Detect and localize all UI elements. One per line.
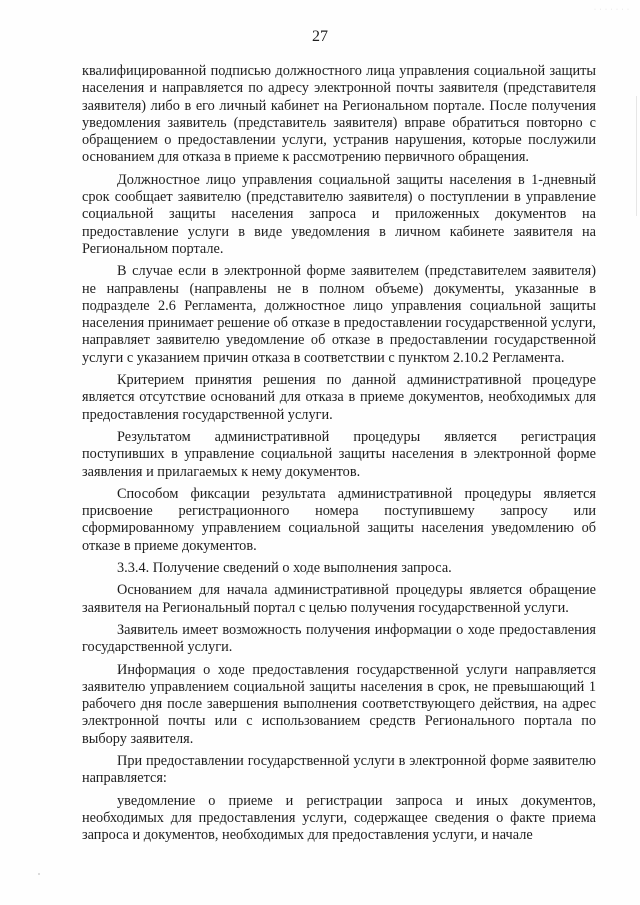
paragraph: При предоставлении государственной услуги в электронной форме заявителю направляется: [82,752,596,787]
paragraph: Критерием принятия решения по данной административной процедуре является отсутствие оснований для отказа в приеме документов, необходимых для предоставления государственной услуги. [82,372,596,423]
paragraph: Способом фиксации результата административной процедуры является присвоение регистрационного номера поступившему запросу или сформированному управлением социальной защиты населения уведомлению об отказе в приеме документов. [82,485,596,554]
paragraph: Должностное лицо управления социальной защиты населения в 1-дневный срок сообщает заявителю (представителю заявителя) о поступлении в управление социальной защиты населения запроса и приложенных документов на предоставление услуги в виде уведомления в личном кабинете заявителя на Региональном портале. [82,171,596,257]
paragraph: Основанием для начала административной процедуры является обращение заявителя на Региональный портал с целью получения государственной услуги. [82,582,596,616]
document-body [82,63,596,849]
paragraph-continuation: квалифицированной подписью должностного лица управления социальной защиты населения и направляется по адресу электронной почты заявителя (представителя заявителя) либо в его личный кабинет на Региональном портале. После получения уведомления заявитель (представитель заявителя) вправе обратиться повторно с обращением о предоставлении услуги, устранив нарушения, которые послужили основанием для отказа в приеме к рассмотрению первичного обращения. [82,63,596,166]
scan-speck [38,873,40,875]
scan-edge-line [636,96,637,216]
section-heading: 3.3.4. Получение сведений о ходе выполнения запроса. [117,560,452,577]
paragraph: Информация о ходе предоставления государственной услуги направляется заявителю управлением социальной защиты населения в срок, не превышающий 1 рабочего дня после завершения выполнения соответствующего действия, на адрес электронной почты или с использованием средств Регионального портала по выбору заявителя. [82,661,596,747]
paragraph: Заявитель имеет возможность получения информации о ходе предоставления государственной услуги. [82,621,596,656]
paragraph: Результатом административной процедуры является регистрация поступивших в управление социальной защиты населения в электронной форме заявления и прилагаемых к нему документов. [82,428,596,480]
corner-mark: · · · · · · · [594,7,630,13]
page-number: 27 [312,28,328,45]
paragraph: уведомление о приеме и регистрации запроса и иных документов, необходимых для предоставления услуги, содержащее сведения о факте приема запроса и документов, необходимых для предоставления услуги, и начале [82,792,596,844]
paragraph: В случае если в электронной форме заявителем (представителем заявителя) не направлены (направлены не в полном объеме) документы, указанные в подразделе 2.6 Регламента, должностное лицо управления социальной защиты населения принимает решение об отказе в предоставлении государственной услуги, направляет заявителю уведомление об отказе в предоставлении государственной услуги с указанием причин отказа в соответствии с пунктом 2.10.2 Регламента. [82,263,596,366]
